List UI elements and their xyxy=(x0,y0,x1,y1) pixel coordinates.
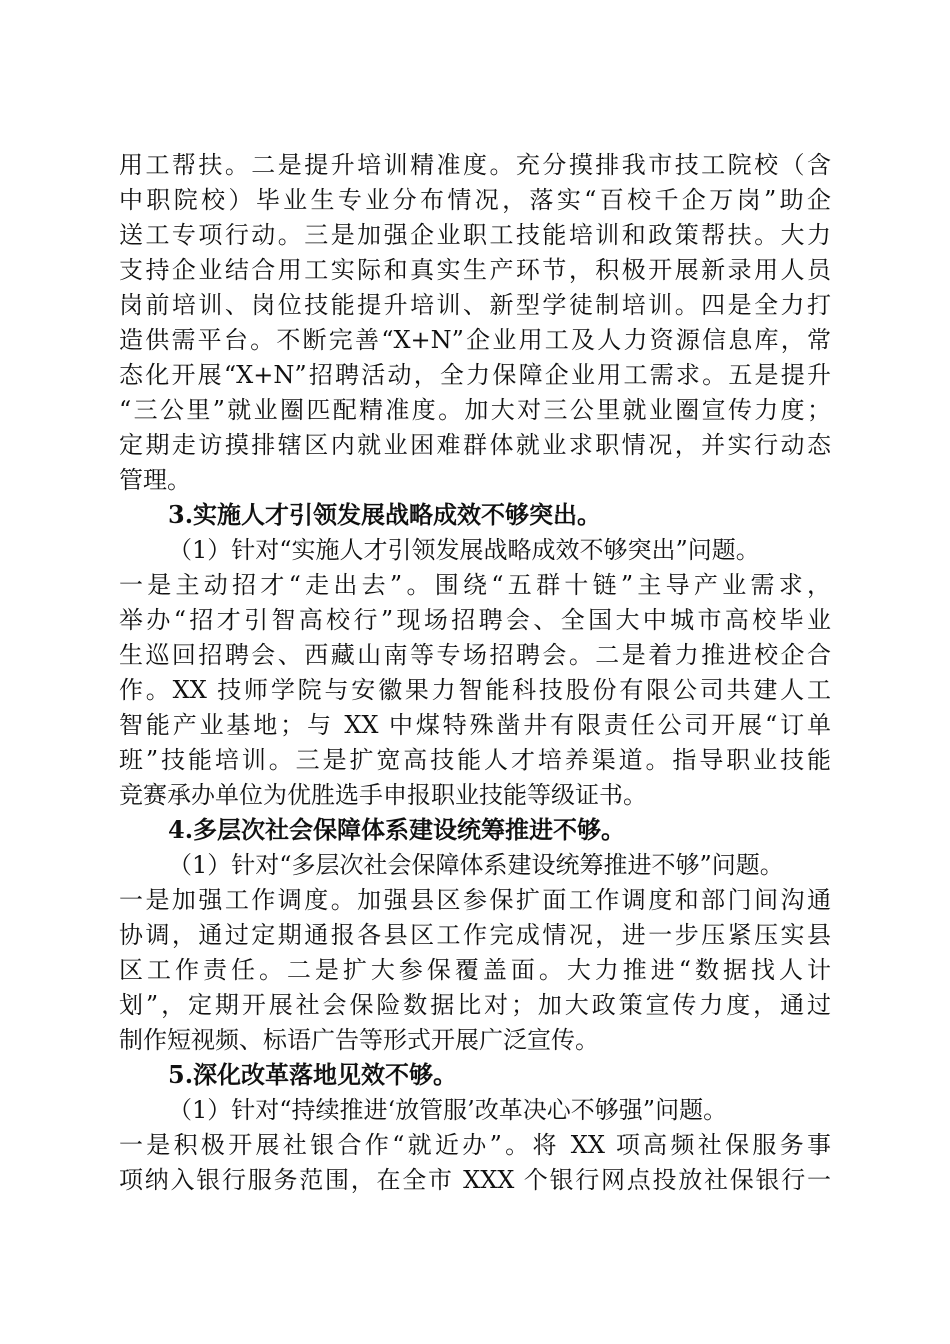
body-text-line: 管理。 xyxy=(119,466,191,494)
body-text-line: 送工专项行动。三是加强企业职工技能培训和政策帮扶。大力 xyxy=(119,221,831,249)
body-text-line: 支持企业结合用工实际和真实生产环节，积极开展新录用人员 xyxy=(119,256,831,284)
subsection-intro: （1）针对“实施人才引领发展战略成效不够突出”问题。 xyxy=(168,536,760,564)
body-text-line: 一是主动招才“走出去”。围绕“五群十链”主导产业需求， xyxy=(119,571,831,599)
body-text-line: 智能产业基地；与 XX 中煤特殊凿井有限责任公司开展“订单 xyxy=(119,711,831,739)
body-text-line: 定期走访摸排辖区内就业困难群体就业求职情况，并实行动态 xyxy=(119,431,831,459)
subsection-intro: （1）针对“持续推进‘放管服’改革决心不够强”问题。 xyxy=(168,1096,728,1124)
body-text-line: 制作短视频、标语广告等形式开展广泛宣传。 xyxy=(119,1026,599,1054)
section-heading-4: 4.多层次社会保障体系建设统筹推进不够。 xyxy=(168,815,626,844)
body-text-line: “三公里”就业圈匹配精准度。加大对三公里就业圈宣传力度； xyxy=(119,396,831,424)
body-text-line: 项纳入银行服务范围，在全市 XXX 个银行网点投放社保银行一 xyxy=(119,1166,831,1194)
body-text-line: 班”技能培训。三是扩宽高技能人才培养渠道。指导职业技能 xyxy=(119,746,831,774)
body-text-line: 举办“招才引智高校行”现场招聘会、全国大中城市高校毕业 xyxy=(119,606,831,634)
section-heading-3: 3.实施人才引领发展战略成效不够突出。 xyxy=(168,500,602,529)
body-text-line: 划”，定期开展社会保险数据比对；加大政策宣传力度，通过 xyxy=(119,991,831,1019)
body-text-line: 中职院校）毕业生专业分布情况，落实“百校千企万岗”助企 xyxy=(119,186,831,214)
body-text-line: 造供需平台。不断完善“X+N”企业用工及人力资源信息库，常 xyxy=(119,326,831,354)
body-text-line: 岗前培训、岗位技能提升培训、新型学徒制培训。四是全力打 xyxy=(119,291,831,319)
body-text-line: 态化开展“X+N”招聘活动，全力保障企业用工需求。五是提升 xyxy=(119,361,831,389)
body-text-line: 一是积极开展社银合作“就近办”。将 XX 项高频社保服务事 xyxy=(119,1131,831,1159)
subsection-intro: （1）针对“多层次社会保障体系建设统筹推进不够”问题。 xyxy=(168,851,784,879)
body-text-line: 区工作责任。二是扩大参保覆盖面。大力推进“数据找人计 xyxy=(119,956,831,984)
body-text-line: 竞赛承办单位为优胜选手申报职业技能等级证书。 xyxy=(119,781,647,809)
body-text-line: 用工帮扶。二是提升培训精准度。充分摸排我市技工院校（含 xyxy=(119,151,831,179)
body-text-line: 一是加强工作调度。加强县区参保扩面工作调度和部门间沟通 xyxy=(119,886,831,914)
section-heading-5: 5.深化改革落地见效不够。 xyxy=(168,1060,458,1089)
body-text-line: 协调，通过定期通报各县区工作完成情况，进一步压紧压实县 xyxy=(119,921,831,949)
body-text-line: 生巡回招聘会、西藏山南等专场招聘会。二是着力推进校企合 xyxy=(119,641,831,669)
body-text-line: 作。XX 技师学院与安徽果力智能科技股份有限公司共建人工 xyxy=(119,676,831,704)
